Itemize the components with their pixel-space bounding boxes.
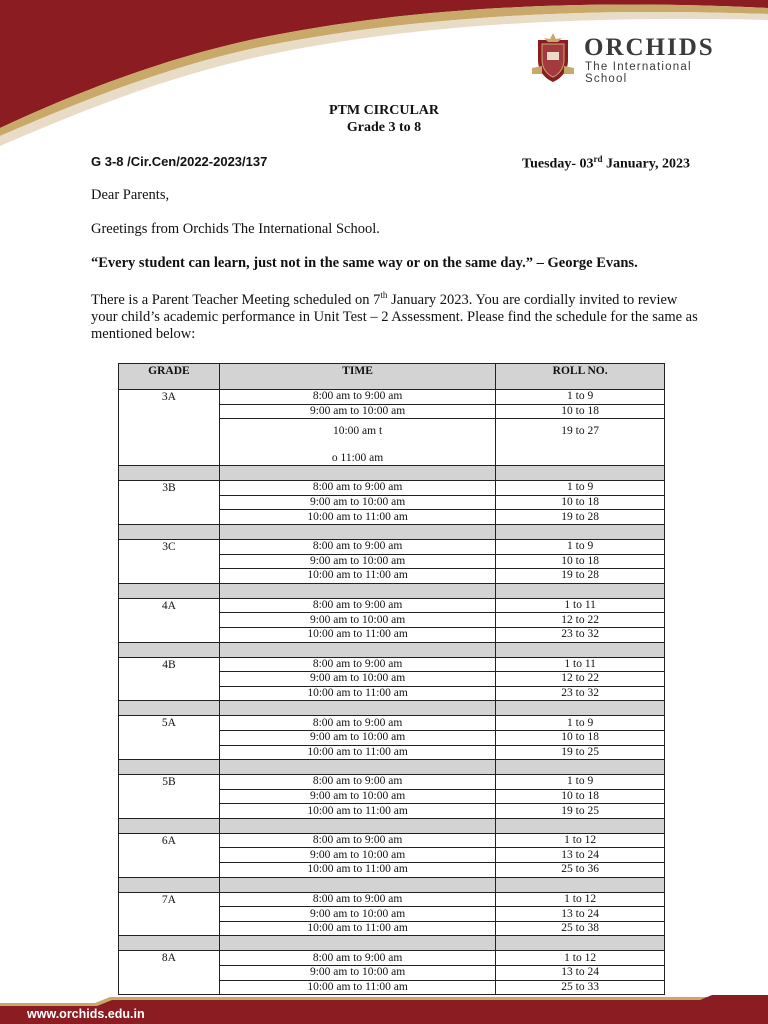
time-cell: 10:00 am to 11:00 am — [219, 745, 495, 760]
time-cell: 8:00 am to 9:00 am — [219, 833, 495, 848]
grade-cell: 5A — [119, 716, 220, 760]
roll-cell: 19 to 27 — [496, 419, 665, 466]
separator-row — [119, 466, 665, 481]
roll-cell: 10 to 18 — [496, 495, 665, 510]
roll-cell: 19 to 28 — [496, 569, 665, 584]
grade-cell: 6A — [119, 833, 220, 877]
table-row — [119, 716, 665, 731]
roll-cell: 1 to 9 — [496, 390, 665, 405]
grade-cell: 3B — [119, 481, 220, 525]
body-paragraph: There is a Parent Teacher Meeting scheduled on 7th January 2023. You are cordially invited to review your child’s academic performance in Unit Test – 2 Assessment. Please find the schedule for the same as mentioned below: — [91, 290, 698, 342]
circular-reference: G 3-8 /Cir.Cen/2022-2023/137 — [91, 154, 268, 169]
separator-row — [119, 642, 665, 657]
brand-name: ORCHIDS — [584, 34, 715, 61]
separator-row — [119, 818, 665, 833]
time-cell: 9:00 am to 10:00 am — [219, 907, 495, 922]
roll-cell: 23 to 32 — [496, 686, 665, 701]
time-cell: 8:00 am to 9:00 am — [219, 657, 495, 672]
roll-cell: 19 to 25 — [496, 745, 665, 760]
roll-cell: 19 to 28 — [496, 510, 665, 525]
separator-row — [119, 936, 665, 951]
separator-row — [119, 583, 665, 598]
table-row — [119, 657, 665, 672]
table-row — [119, 598, 665, 613]
separator-row — [119, 701, 665, 716]
header-time: TIME — [219, 364, 495, 390]
time-cell: 10:00 am to 11:00 am — [219, 569, 495, 584]
schedule-table — [118, 363, 665, 995]
grade-cell: 3C — [119, 539, 220, 583]
header-roll: ROLL NO. — [496, 364, 665, 390]
crest-icon — [528, 30, 578, 84]
roll-cell: 1 to 9 — [496, 716, 665, 731]
table-row — [119, 539, 665, 554]
time-cell: 10:00 am to 11:00 am — [219, 804, 495, 819]
time-cell: 8:00 am to 9:00 am — [219, 775, 495, 790]
roll-cell: 1 to 11 — [496, 657, 665, 672]
roll-cell: 23 to 32 — [496, 627, 665, 642]
circular-subtitle: Grade 3 to 8 — [346, 120, 422, 135]
roll-cell: 1 to 9 — [496, 775, 665, 790]
roll-cell: 25 to 33 — [496, 980, 665, 995]
orchids-logo — [528, 30, 738, 86]
time-cell: 10:00 am t o 11:00 am — [219, 419, 495, 466]
table-row — [119, 833, 665, 848]
time-cell: 9:00 am to 10:00 am — [219, 554, 495, 569]
table-row — [119, 892, 665, 907]
quote: “Every student can learn, just not in the same way or on the same day.” – George Evans. — [91, 255, 638, 271]
time-cell: 10:00 am to 11:00 am — [219, 510, 495, 525]
time-cell: 9:00 am to 10:00 am — [219, 404, 495, 419]
circular-title: PTM CIRCULAR — [328, 103, 440, 118]
grade-cell: 7A — [119, 892, 220, 936]
roll-cell: 12 to 22 — [496, 672, 665, 687]
time-cell: 10:00 am to 11:00 am — [219, 980, 495, 995]
roll-cell: 10 to 18 — [496, 730, 665, 745]
roll-cell: 19 to 25 — [496, 804, 665, 819]
roll-cell: 10 to 18 — [496, 554, 665, 569]
time-cell: 9:00 am to 10:00 am — [219, 789, 495, 804]
table-row — [119, 775, 665, 790]
roll-cell: 10 to 18 — [496, 404, 665, 419]
roll-cell: 13 to 24 — [496, 907, 665, 922]
grade-cell: 4A — [119, 598, 220, 642]
time-cell: 10:00 am to 11:00 am — [219, 627, 495, 642]
separator-row — [119, 524, 665, 539]
roll-cell: 10 to 18 — [496, 789, 665, 804]
roll-cell: 1 to 11 — [496, 598, 665, 613]
time-cell: 9:00 am to 10:00 am — [219, 495, 495, 510]
grade-cell: 3A — [119, 390, 220, 466]
roll-cell: 25 to 38 — [496, 921, 665, 936]
time-cell: 9:00 am to 10:00 am — [219, 672, 495, 687]
time-cell: 8:00 am to 9:00 am — [219, 481, 495, 496]
time-cell: 9:00 am to 10:00 am — [219, 848, 495, 863]
time-cell: 8:00 am to 9:00 am — [219, 390, 495, 405]
time-cell: 8:00 am to 9:00 am — [219, 892, 495, 907]
separator-row — [119, 877, 665, 892]
time-cell: 9:00 am to 10:00 am — [219, 966, 495, 981]
circular-date: Tuesday- 03rd January, 2023 — [522, 154, 690, 172]
time-cell: 10:00 am to 11:00 am — [219, 863, 495, 878]
grade-cell: 4B — [119, 657, 220, 701]
time-cell: 9:00 am to 10:00 am — [219, 730, 495, 745]
time-cell: 9:00 am to 10:00 am — [219, 613, 495, 628]
time-cell: 10:00 am to 11:00 am — [219, 686, 495, 701]
time-cell: 8:00 am to 9:00 am — [219, 598, 495, 613]
roll-cell: 12 to 22 — [496, 613, 665, 628]
roll-cell: 1 to 9 — [496, 481, 665, 496]
table-row — [119, 390, 665, 405]
roll-cell: 25 to 36 — [496, 863, 665, 878]
roll-cell: 1 to 12 — [496, 951, 665, 966]
roll-cell: 1 to 9 — [496, 539, 665, 554]
table-row — [119, 951, 665, 966]
greeting: Greetings from Orchids The International School. — [91, 221, 380, 237]
salutation: Dear Parents, — [91, 187, 170, 203]
roll-cell: 1 to 12 — [496, 892, 665, 907]
separator-row — [119, 760, 665, 775]
time-cell: 8:00 am to 9:00 am — [219, 716, 495, 731]
time-cell: 8:00 am to 9:00 am — [219, 539, 495, 554]
brand-subtitle: The International School — [585, 61, 692, 85]
time-cell: 8:00 am to 9:00 am — [219, 951, 495, 966]
table-header-row — [119, 364, 665, 390]
grade-cell: 5B — [119, 775, 220, 819]
grade-cell: 8A — [119, 951, 220, 995]
roll-cell: 13 to 24 — [496, 966, 665, 981]
roll-cell: 13 to 24 — [496, 848, 665, 863]
time-cell: 10:00 am to 11:00 am — [219, 921, 495, 936]
header-grade: GRADE — [119, 364, 220, 390]
table-row — [119, 481, 665, 496]
website-link[interactable]: www.orchids.edu.in — [27, 1007, 145, 1021]
roll-cell: 1 to 12 — [496, 833, 665, 848]
